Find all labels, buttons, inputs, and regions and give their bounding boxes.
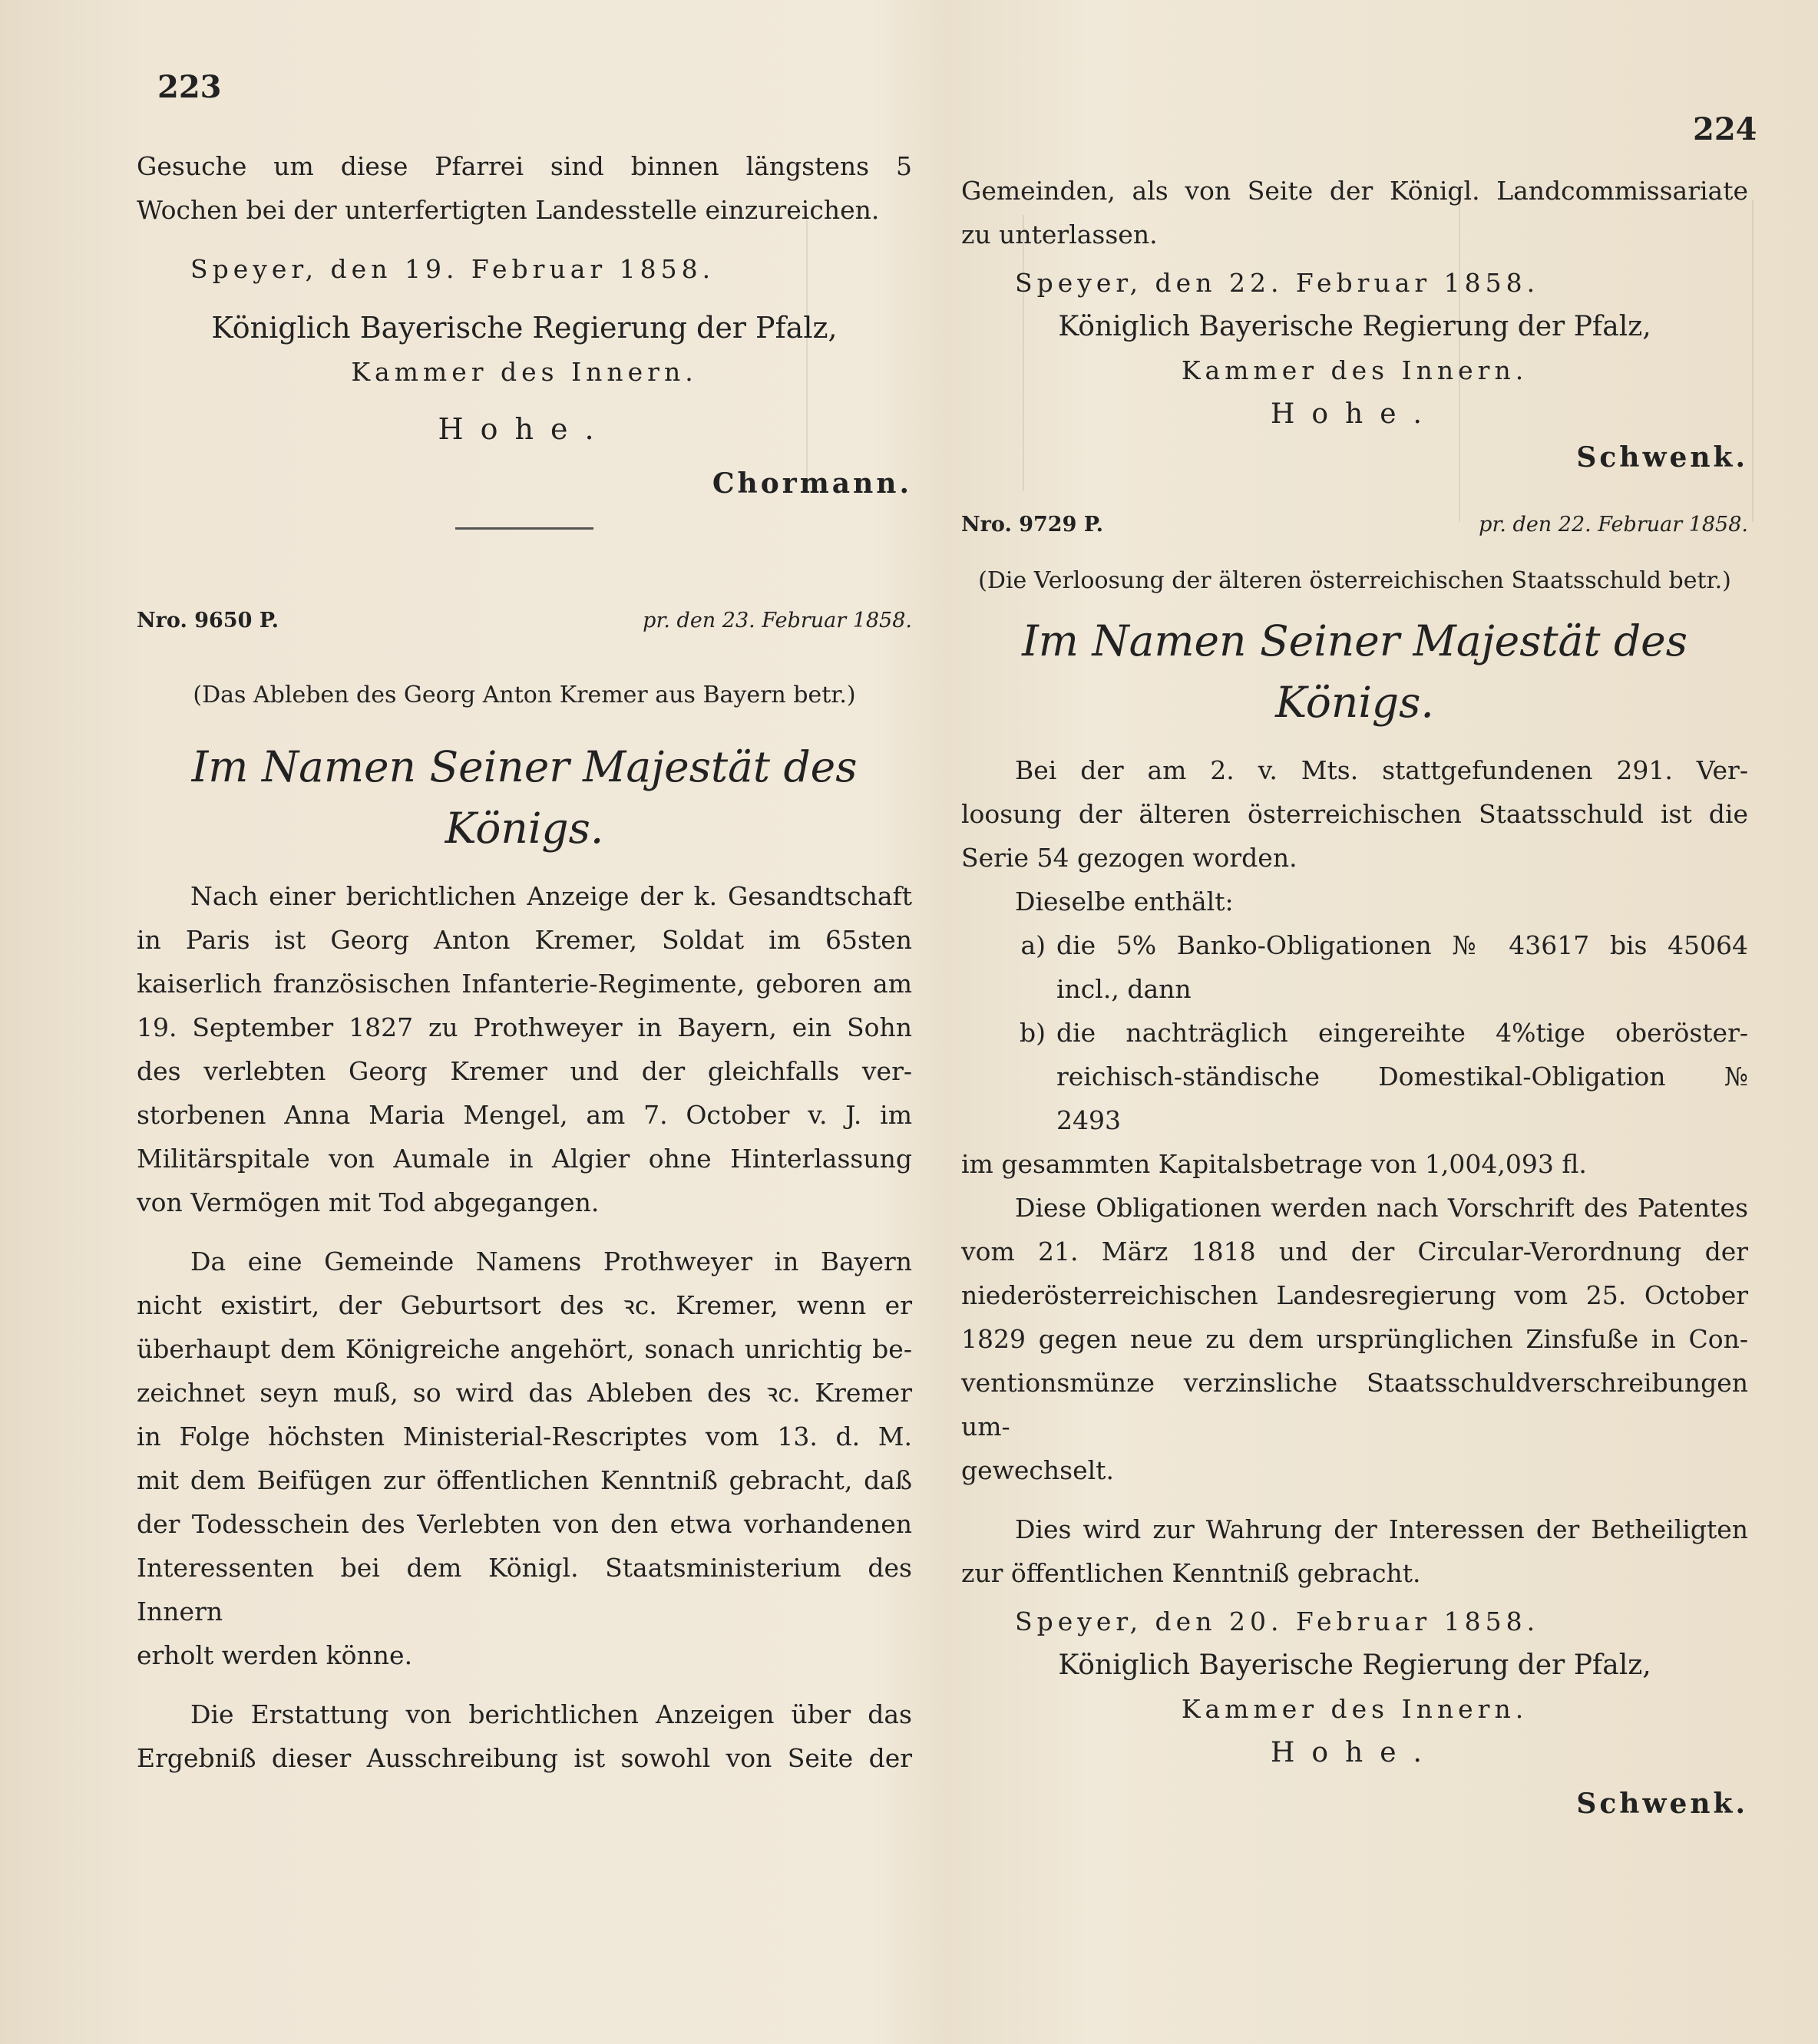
text-line: von Vermögen mit Tod abgegangen. xyxy=(137,1187,600,1217)
text-line: vom 21. März 1818 und der Circular-Verordnung der xyxy=(961,1237,1748,1266)
list-item xyxy=(961,967,1748,1011)
decree-heading: Im Namen Seiner Majestät des Königs. xyxy=(1022,616,1687,727)
page-number-right: 224 xyxy=(1693,111,1757,147)
text-line: mit dem Beifügen zur öffentlichen Kenntniß gebracht, daß xyxy=(137,1465,912,1495)
page-number-left: 223 xyxy=(157,69,222,105)
text-line: Gemeinden, als von Seite der Königl. Landcommissariate xyxy=(961,176,1748,206)
nro-number: Nro. 9650 P. xyxy=(137,609,279,632)
text-line: Militärspitale von Aumale in Algier ohne Hinterlassung xyxy=(137,1144,912,1174)
text-line: ventionsmünze verzinsliche Staatsschuldverschreibungen um- xyxy=(961,1368,1748,1441)
place-date: Speyer, den 20. Februar 1858. xyxy=(1015,1606,1540,1636)
text-line: des verlebten Georg Kremer und der gleichfalls ver- xyxy=(137,1056,912,1086)
nro-row xyxy=(961,503,1748,546)
text-line: 1829 gegen neue zu dem ursprünglichen Zinsfuße in Con- xyxy=(961,1324,1748,1354)
text-line: Die Erstattung von berichtlichen Anzeigen über das xyxy=(190,1699,912,1729)
subject: (Die Verloosung der älteren österreichischen Staatsschuld betr.) xyxy=(978,567,1731,594)
text-line: Serie 54 gezogen worden. xyxy=(961,843,1297,873)
text-line: nicht existirt, der Geburtsort des ꝛc. Kremer, wenn er xyxy=(137,1290,912,1320)
text-line: Wochen bei der unterfertigten Landesstelle einzureichen. xyxy=(137,195,880,225)
item-label: b) xyxy=(1020,1018,1046,1048)
text-line: niederösterreichischen Landesregierung vom 25. October xyxy=(961,1280,1748,1310)
signature: Schwenk. xyxy=(1576,1788,1748,1820)
item-text: 2493 xyxy=(1056,1105,1121,1135)
place-date: Speyer, den 19. Februar 1858. xyxy=(190,254,716,284)
list-item xyxy=(961,1011,1748,1055)
text-line: erholt werden könne. xyxy=(137,1640,413,1670)
text-line: Dies wird zur Wahrung der Interessen der Betheiligten xyxy=(1015,1514,1748,1544)
divider xyxy=(455,527,593,530)
text-line: zu unterlassen. xyxy=(961,220,1158,249)
text-line: loosung der älteren österreichischen Staatsschuld ist die xyxy=(961,799,1748,829)
text-line: Ergebniß dieser Ausschreibung ist sowohl von Seite der xyxy=(137,1743,912,1773)
text-line: Interessenten bei dem Königl. Staatsministerium des Innern xyxy=(137,1553,912,1626)
text-line: kaiserlich französischen Infanterie-Regimente, geboren am xyxy=(137,969,912,999)
chamber: Kammer des Innern. xyxy=(351,357,698,387)
text-line: gewechselt. xyxy=(961,1455,1114,1485)
list-item xyxy=(961,1098,1748,1142)
list-item xyxy=(961,1055,1748,1098)
text-line: Nach einer berichtlichen Anzeige der k. Gesandtschaft xyxy=(190,881,912,911)
total-amount: im gesammten Kapitalsbetrage von 1,004,093 fl. xyxy=(961,1149,1587,1179)
list-item xyxy=(961,923,1748,967)
head-name: Hohe. xyxy=(1270,1737,1439,1768)
subject: (Das Ableben des Georg Anton Kremer aus Bayern betr.) xyxy=(193,682,856,708)
authority: Königlich Bayerische Regierung der Pfalz, xyxy=(1058,1649,1651,1681)
authority: Königlich Bayerische Regierung der Pfalz, xyxy=(1058,311,1651,342)
nro-number: Nro. 9729 P. xyxy=(961,513,1104,537)
text-line: zur öffentlichen Kenntniß gebracht. xyxy=(961,1558,1421,1588)
received-date: pr. den 23. Februar 1858. xyxy=(643,609,912,632)
text-line: zeichnet seyn muß, so wird das Ableben des ꝛc. Kremer xyxy=(137,1378,912,1408)
item-text: reichisch-ständische Domestikal-Obligation № xyxy=(1056,1062,1748,1091)
text-line: storbenen Anna Maria Mengel, am 7. October v. J. im xyxy=(137,1100,912,1130)
text-line: Bei der am 2. v. Mts. stattgefundenen 291. Ver- xyxy=(1015,755,1748,785)
head-name: Hohe. xyxy=(438,412,611,446)
text-line: 19. September 1827 zu Prothweyer in Bayern, ein Sohn xyxy=(137,1012,912,1042)
text-line: der Todesschein des Verlebten von den etwa vorhandenen xyxy=(137,1509,912,1539)
text-line: Diese Obligationen werden nach Vorschrift des Patentes xyxy=(1015,1193,1748,1223)
place-date: Speyer, den 22. Februar 1858. xyxy=(1015,268,1540,298)
left-column xyxy=(137,144,912,1780)
decree-heading: Im Namen Seiner Majestät des Königs. xyxy=(191,742,858,853)
text-line: Gesuche um diese Pfarrei sind binnen längstens 5 xyxy=(137,151,912,181)
signature: Schwenk. xyxy=(1576,441,1748,474)
authority: Königlich Bayerische Regierung der Pfalz, xyxy=(211,311,838,345)
chamber: Kammer des Innern. xyxy=(1181,1694,1529,1724)
text-line: in Folge höchsten Ministerial-Rescriptes vom 13. d. M. xyxy=(137,1422,912,1451)
text-line: Da eine Gemeinde Namens Prothweyer in Bayern xyxy=(190,1247,912,1276)
item-label: a) xyxy=(1020,930,1046,960)
text-line: Dieselbe enthält: xyxy=(1015,887,1234,916)
nro-row xyxy=(137,599,912,642)
text-line: in Paris ist Georg Anton Kremer, Soldat im 65sten xyxy=(137,925,912,955)
received-date: pr. den 22. Februar 1858. xyxy=(1479,513,1748,537)
chamber: Kammer des Innern. xyxy=(1181,355,1529,385)
item-text: incl., dann xyxy=(1056,974,1192,1004)
item-text: die nachträglich eingereihte 4%tige oberöster- xyxy=(1056,1018,1748,1048)
text-line: überhaupt dem Königreiche angehört, sonach unrichtig be- xyxy=(137,1334,912,1364)
signature: Chormann. xyxy=(712,467,912,500)
right-column xyxy=(961,169,1748,1826)
head-name: Hohe. xyxy=(1270,398,1439,430)
item-text: die 5% Banko-Obligationen № 43617 bis 45064 xyxy=(1056,930,1748,960)
